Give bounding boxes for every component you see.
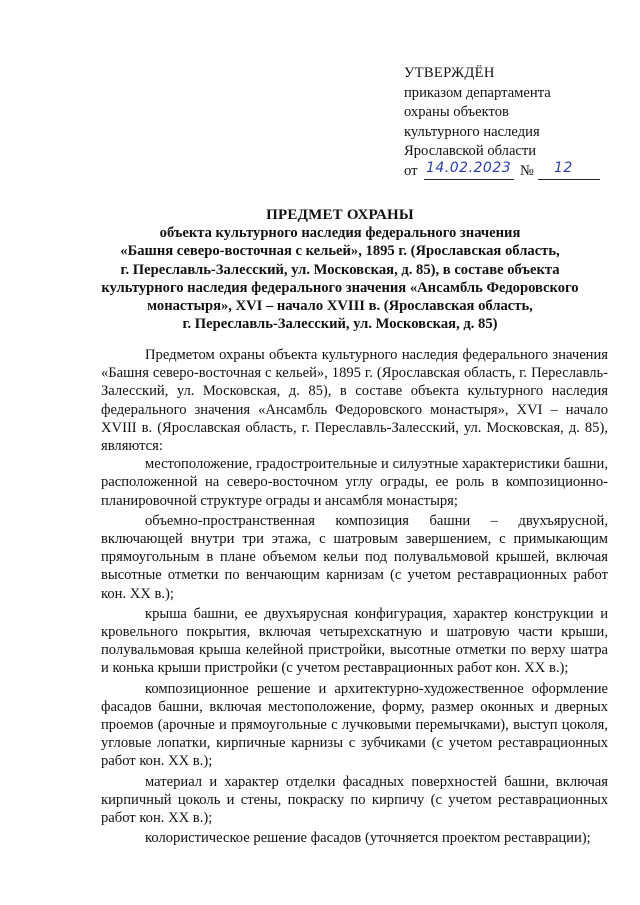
title-line: «Башня северо-восточная с кельей», 1895 г. (Ярославская область,	[120, 243, 560, 260]
approval-line: охраны объектов	[404, 104, 509, 121]
body-paragraph: композиционное решение и архитектурно-художественное оформление фасадов башни, включая местоположение, форму, размер оконных и дверных проемов (арочные и прямоугольные с лучковыми перемычками), выступ цоколя, угловые лопатки, кирпичные карнизы с зубчиками (с учетом реставрационных работ кон. XX в.);	[101, 680, 608, 770]
approval-line: культурного наследия	[404, 123, 540, 140]
body-paragraph: местоположение, градостроительные и силуэтные характеристики башни, расположенной на северо-восточном углу ограды, ее роль в композиционно-планировочной структуре ограды и ансамбля монастыря;	[101, 456, 608, 509]
document-title	[70, 206, 610, 333]
approval-heading: УТВЕРЖДЁН	[404, 65, 495, 81]
body-paragraph: колористическое решение фасадов (уточняется проектом реставрации);	[145, 830, 591, 847]
approval-date-number-row	[404, 159, 614, 182]
document-body	[101, 346, 608, 847]
handwritten-number: 12	[554, 159, 573, 176]
title-line: монастыря», XVI – начало XVIII в. (Ярославская область,	[147, 298, 533, 315]
approval-line: Ярославской области	[404, 143, 537, 160]
number-underline	[538, 179, 600, 180]
body-paragraph: материал и характер отделки фасадных поверхностей башни, включая кирпичный цоколь и стены, покраску по кирпичу (с учетом реставрационных работ кон. XX в.);	[101, 773, 608, 827]
date-underline	[424, 179, 514, 180]
number-label: №	[520, 162, 534, 179]
approval-block	[404, 64, 614, 182]
body-paragraph: Предметом охраны объекта культурного наследия федерального значения «Башня северо-восточная с кельей», 1895 г. (Ярославская область, г. Переславль-Залесский, ул. Московская, д. 85), в составе объекта культурного наследия федерального значения «Ансамбль Федоровского монастыря», XVI – начало XVIII в. (Ярославская область, г. Переславль-Залесский, ул. Московская, д. 85), являются:	[101, 347, 608, 455]
title-heading: ПРЕДМЕТ ОХРАНЫ	[266, 207, 414, 223]
title-line: объекта культурного наследия федерального значения	[159, 225, 521, 242]
from-label: от	[404, 162, 418, 179]
handwritten-date: 14.02.2023	[426, 159, 512, 176]
body-paragraph: объемно-пространственная композиция башни – двухъярусной, включающей внутри три этажа, с шатровым завершением, с примыкающим прямоугольным в плане объемом кельи под полувальмовой крышей, включая высотные отметки по венчающим карнизам (с учетом реставрационных работ кон. XX в.);	[101, 512, 608, 602]
title-line: культурного наследия федерального значения «Ансамбль Федоровского	[101, 279, 579, 296]
body-paragraph: крыша башни, ее двухъярусная конфигурация, характер конструкции и кровельного покрытия, включая четырехскатную и шатровую части крыши, полувальмовая крыша келейной пристройки, высотные отметки по верху шатра и конька крыши пристройки (с учетом реставрационных работ кон. XX в.);	[101, 605, 608, 677]
approval-line: приказом департамента	[404, 84, 551, 101]
title-line: г. Переславль-Залесский, ул. Московская, д. 85), в составе объекта	[120, 261, 560, 278]
title-line: г. Переславль-Залесский, ул. Московская, д. 85)	[182, 316, 498, 333]
